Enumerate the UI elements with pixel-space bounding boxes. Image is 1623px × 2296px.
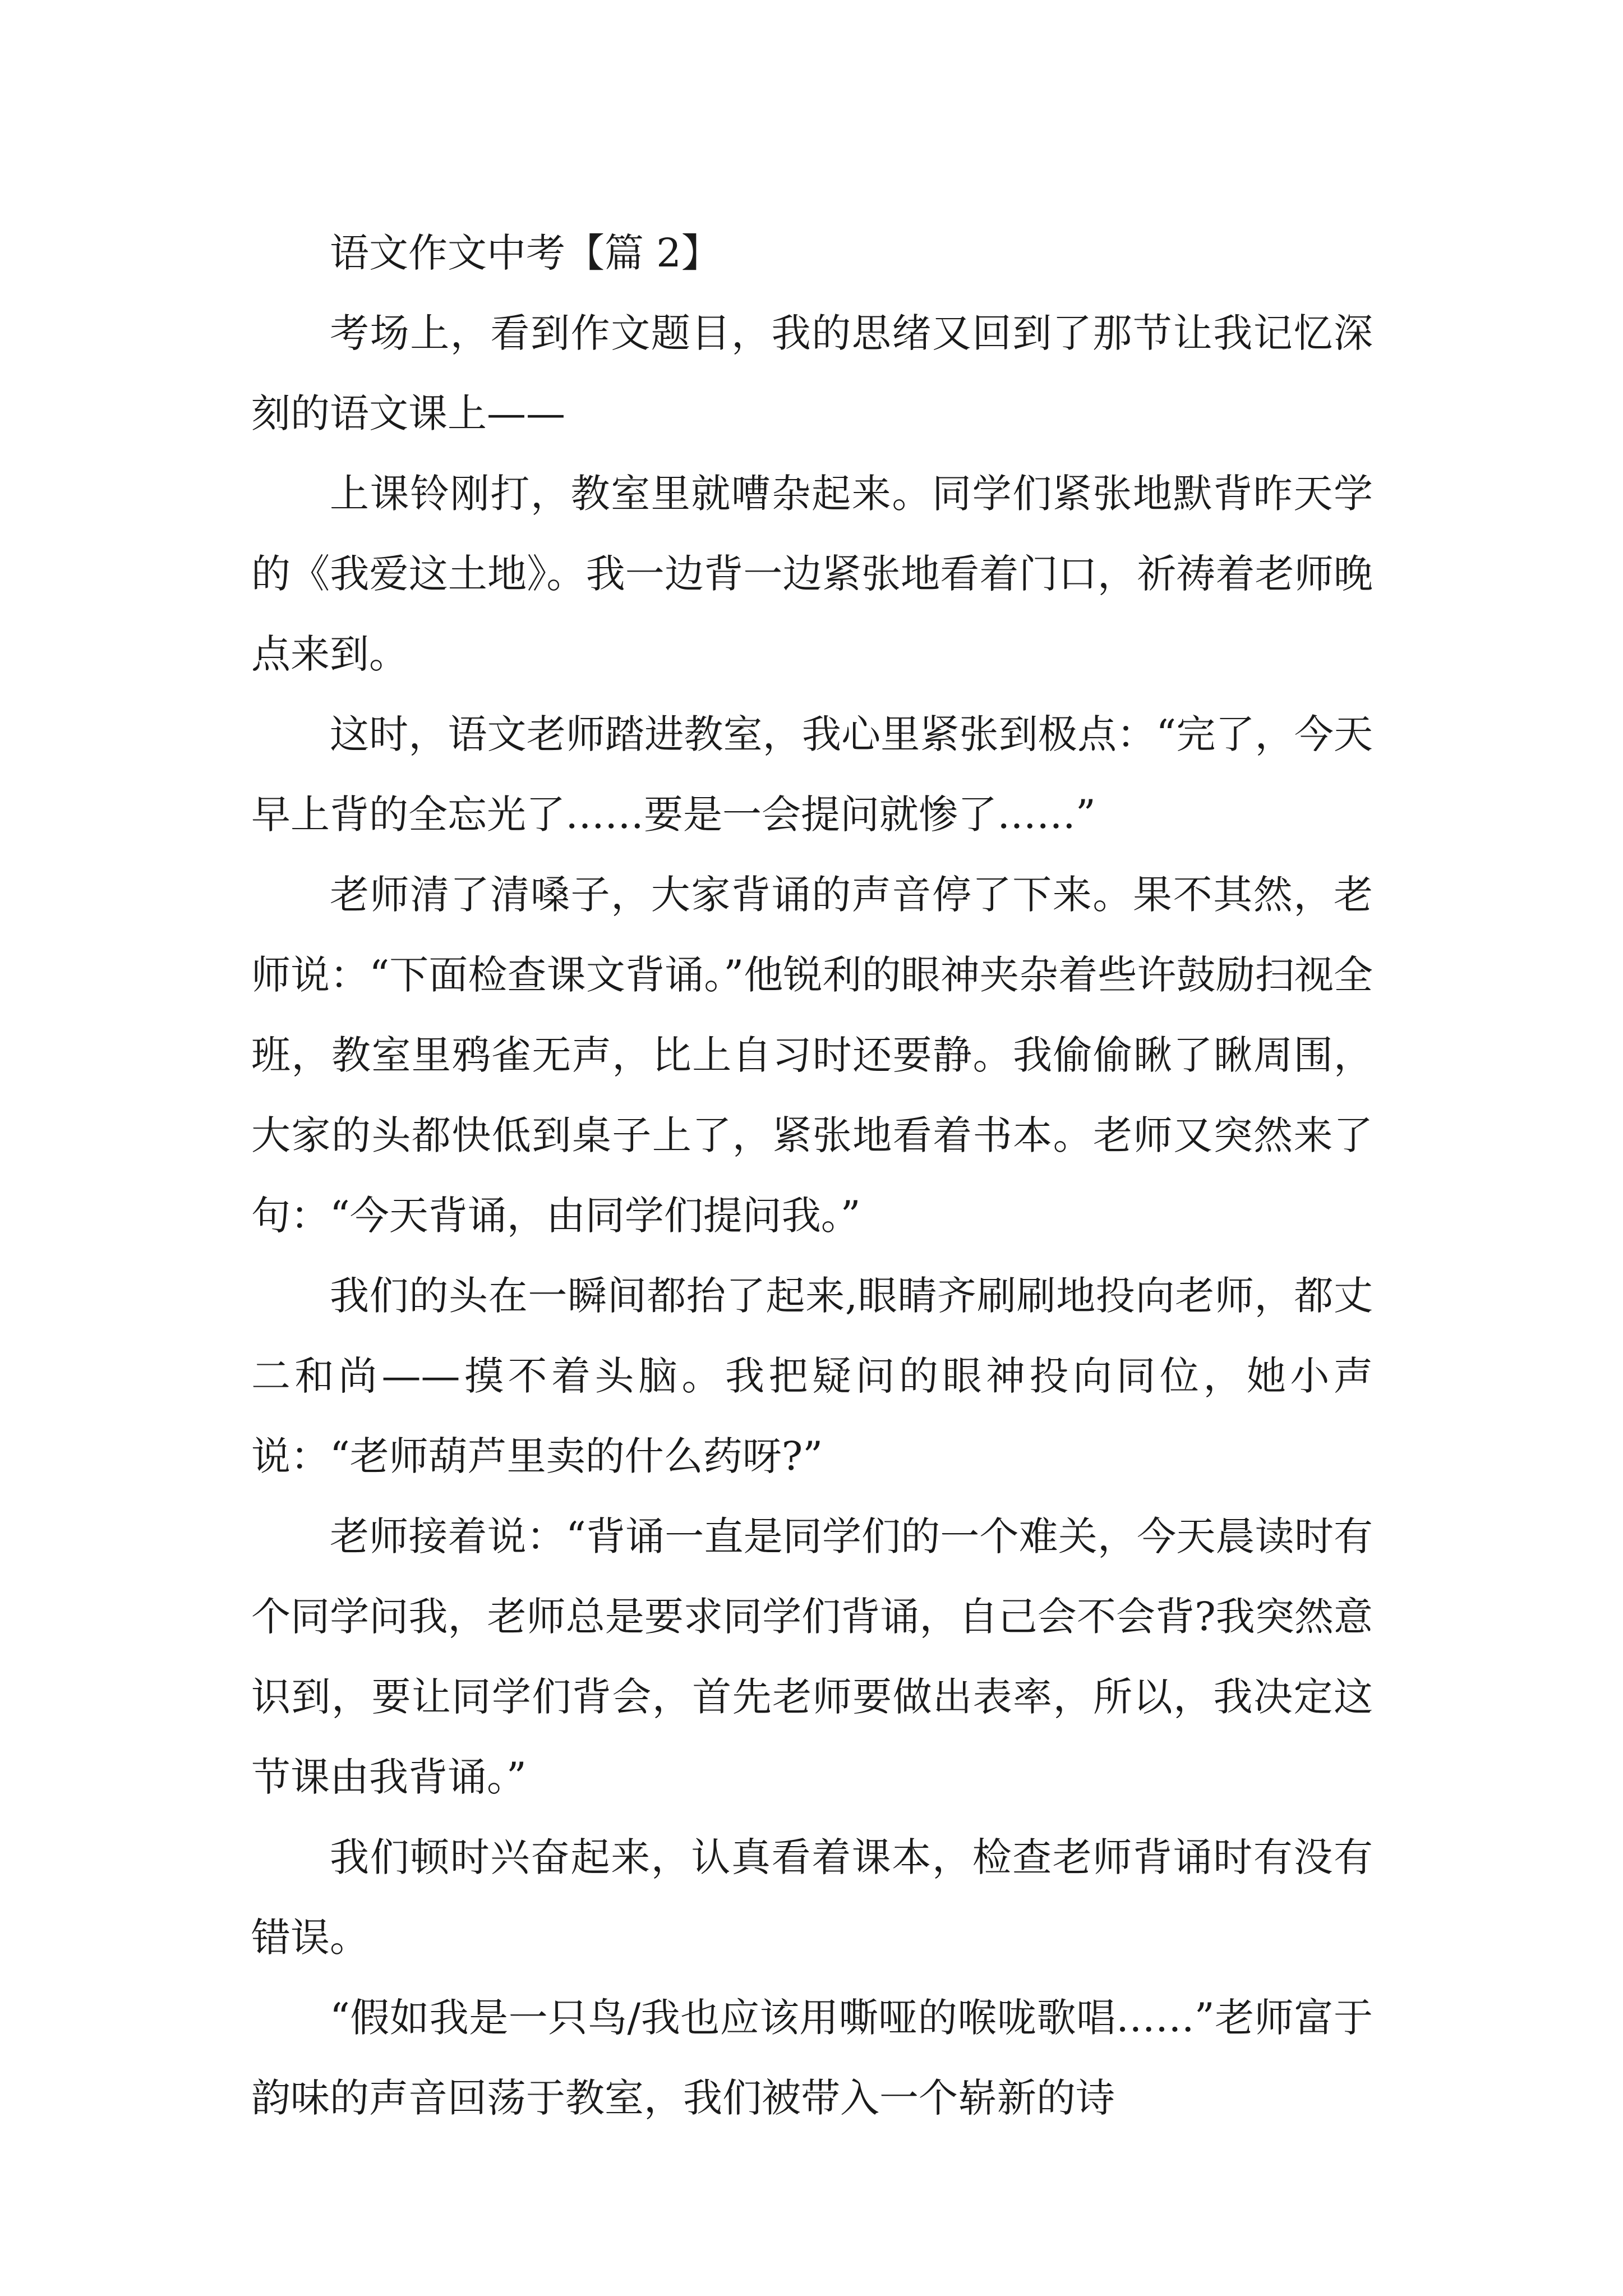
document-body — [251, 213, 1373, 2138]
paragraph: 考场上，看到作文题目，我的思绪又回到了那节让我记忆深刻的语文课上—— — [251, 310, 1373, 436]
document-title: 语文作文中考【篇 2】 — [330, 230, 721, 276]
paragraph: 我们顿时兴奋起来，认真看着课本，检查老师背诵时有没有错误。 — [251, 1834, 1373, 1961]
paragraph: 这时，语文老师踏进教室，我心里紧张到极点：“完了，今天早上背的全忘光了……要是一会提问就惨了……” — [251, 711, 1373, 838]
paragraph: 老师清了清嗓子，大家背诵的声音停了下来。果不其然，老师说：“下面检查课文背诵。”他锐利的眼神夹杂着些许鼓励扫视全班，教室里鸦雀无声，比上自习时还要静。我偷偷瞅了瞅周围，大家的头都快低到桌子上了，紧张地看着书本。老师又突然来了句：“今天背诵，由同学们提问我。” — [251, 872, 1373, 1239]
paragraph: “假如我是一只鸟/我也应该用嘶哑的喉咙歌唱……”老师富于韵味的声音回荡于教室，我们被带入一个崭新的诗 — [251, 1995, 1373, 2121]
paragraph: 我们的头在一瞬间都抬了起来,眼睛齐刷刷地投向老师，都丈二和尚——摸不着头脑。我把疑问的眼神投向同位，她小声说：“老师葫芦里卖的什么药呀?” — [251, 1273, 1373, 1479]
paragraph: 老师接着说：“背诵一直是同学们的一个难关，今天晨读时有个同学问我，老师总是要求同学们背诵，自己会不会背?我突然意识到，要让同学们背会，首先老师要做出表率，所以，我决定这节课由我背诵。” — [251, 1513, 1373, 1800]
paragraph: 上课铃刚打，教室里就嘈杂起来。同学们紧张地默背昨天学的《我爱这土地》。我一边背一边紧张地看着门口，祈祷着老师晚点来到。 — [251, 471, 1373, 677]
